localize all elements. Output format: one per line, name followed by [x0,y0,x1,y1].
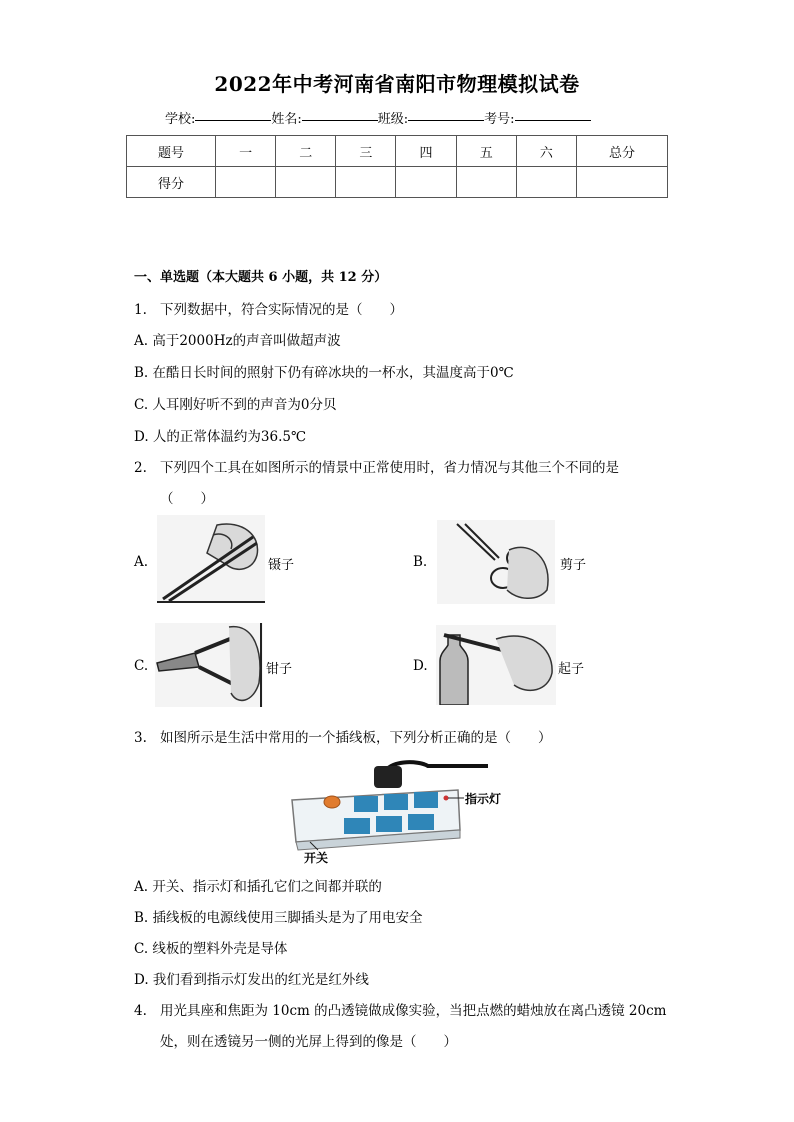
question-text: 用光具座和焦距为 10cm 的凸透镜做成像实验，当把点燃的蜡烛放在离凸透镜 20cm [160,1003,667,1019]
question-number: 1. [134,302,147,318]
indicator-light-label: 指示灯 [465,792,502,806]
score-header-cell: 一 [216,136,276,167]
score-table [126,135,668,198]
score-table-header-row [127,136,668,167]
switch-label: 开关 [304,851,329,865]
student-info-line [165,108,591,127]
score-header-cell: 二 [276,136,336,167]
question-number: 2. [134,460,147,476]
score-cell[interactable] [276,167,336,198]
name-blank[interactable] [302,108,378,121]
score-cell[interactable] [336,167,396,198]
exam-number-label: 考号: [484,112,515,127]
score-cell[interactable] [577,167,668,198]
score-header-cell: 五 [456,136,516,167]
pliers-figure [155,623,263,707]
question-4-stem [134,999,666,1019]
exam-title: 2022年中考河南省南阳市物理模拟试卷 [214,72,580,96]
q3-option-b[interactable]: B. 插线板的电源线使用三脚插头是为了用电安全 [134,910,423,926]
q3-option-d[interactable]: D. 我们看到指示灯发出的红光是红外线 [134,972,369,988]
bottle-opener-figure [436,625,556,705]
score-header-cell: 四 [396,136,456,167]
q2-option-b[interactable]: B. [413,554,428,570]
score-cell[interactable] [456,167,516,198]
q2-option-a[interactable]: A. [134,554,149,570]
question-text: 下列四个工具在如图所示的情景中正常使用时，省力情况与其他三个不同的是 [160,460,619,476]
question-number: 3. [134,730,147,746]
scissors-figure [437,520,555,604]
q2-caption-d: 起子 [558,662,585,677]
q1-option-c[interactable]: C. 人耳刚好听不到的声音为0分贝 [134,397,337,413]
class-label: 班级: [377,112,409,127]
score-header-cell: 总分 [577,136,668,167]
question-2-stem [134,456,619,476]
question-3-stem [134,726,552,746]
question-2-stem-cont: （ ） [160,491,214,507]
school-label: 学校: [165,112,196,127]
q2-caption-b: 剪子 [560,558,587,573]
score-header-cell: 三 [336,136,396,167]
section-heading: 一、单选题（本大题共 6 小题，共 12 分） [134,270,388,285]
question-text: 下列数据中，符合实际情况的是（ ） [160,302,403,318]
score-row-label: 得分 [127,167,216,198]
q1-option-a[interactable]: A. 高于2000Hz的声音叫做超声波 [134,333,341,349]
q2-caption-a: 镊子 [268,558,295,573]
question-1-stem [134,298,403,318]
q1-option-d[interactable]: D. 人的正常体温约为36.5℃ [134,429,307,445]
q2-option-d[interactable]: D. [413,658,428,674]
class-blank[interactable] [408,108,484,121]
q2-option-c[interactable]: C. [134,658,149,674]
q1-option-b[interactable]: B. 在酷日长时间的照射下仍有碎冰块的一杯水，其温度高于0℃ [134,365,514,381]
name-label: 姓名: [271,112,302,127]
exam-number-blank[interactable] [515,108,591,121]
q2-caption-c: 钳子 [266,662,293,677]
score-header-cell: 六 [516,136,576,167]
tweezers-figure [157,515,265,603]
q3-option-c[interactable]: C. 线板的塑料外壳是导体 [134,941,288,957]
score-header-cell: 题号 [127,136,216,167]
score-table-row [127,167,668,198]
question-text: 如图所示是生活中常用的一个插线板，下列分析正确的是（ ） [160,730,552,746]
q3-option-a[interactable]: A. 开关、指示灯和插孔它们之间都并联的 [134,879,382,895]
school-blank[interactable] [195,108,271,121]
score-cell[interactable] [216,167,276,198]
question-number: 4. [134,1003,147,1019]
score-cell[interactable] [396,167,456,198]
score-cell[interactable] [516,167,576,198]
question-4-stem-cont: 处，则在透镜另一侧的光屏上得到的像是（ ） [160,1034,457,1050]
